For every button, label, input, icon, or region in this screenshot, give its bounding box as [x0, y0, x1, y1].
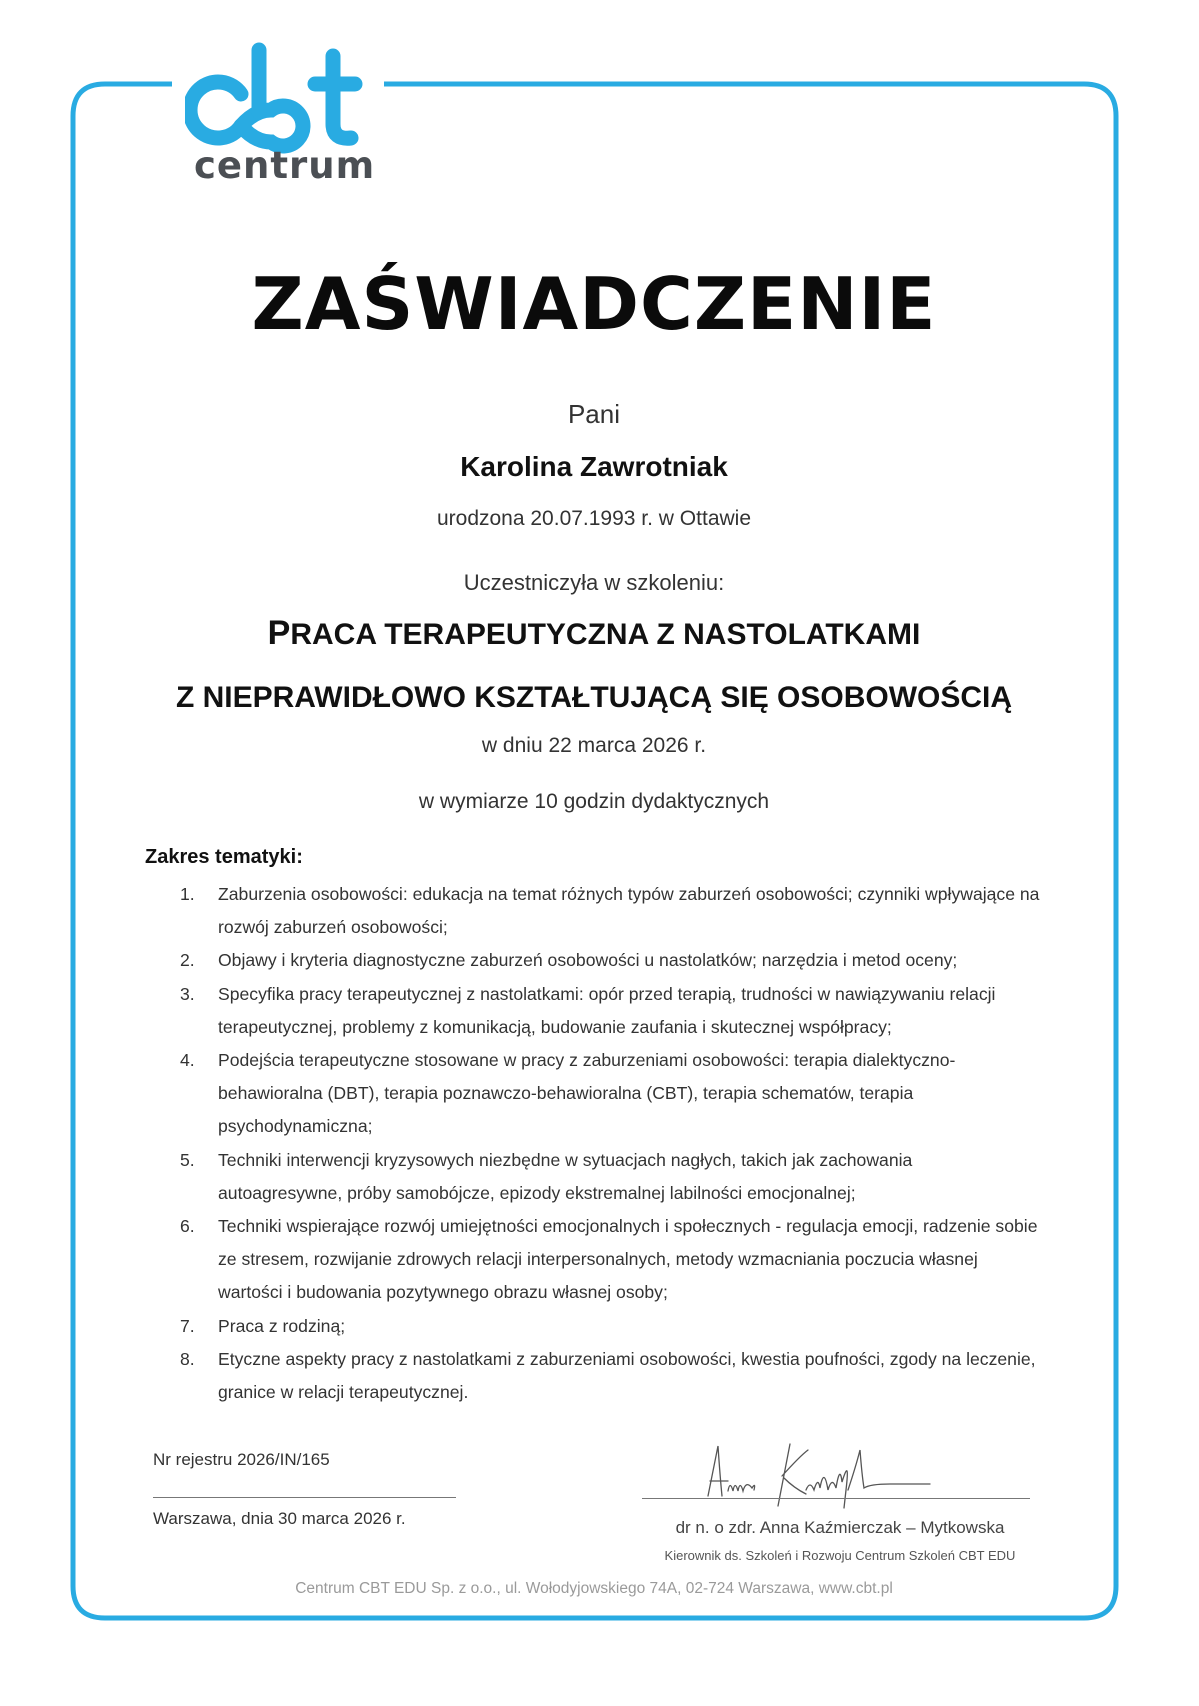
handwritten-signature	[700, 1436, 950, 1512]
topic-text: Etyczne aspekty pracy z nastolatkami z zaburzeniami osobowości, kwestia poufności, zgody na leczenie, granice w relacji terapeutycznej.	[218, 1348, 1036, 1403]
topic-text: Podejścia terapeutyczne stosowane w pracy z zaburzeniami osobowości: terapia dialektyczno-behawioralna (DBT), terapia poznawczo-behawioralna (CBT), terapia schematów, terapia psychodynamiczna;	[218, 1050, 956, 1137]
topic-item	[180, 1210, 1040, 1310]
topic-number: 5.	[180, 1149, 195, 1170]
topic-number: 6.	[180, 1216, 195, 1237]
topic-item	[180, 1044, 1040, 1144]
topic-number: 7.	[180, 1315, 195, 1336]
document-title: ZAŚWIADCZENIE	[251, 262, 937, 346]
topic-text: Techniki wspierające rozwój umiejętności emocjonalnych i społecznych - regulacja emocji, radzenie sobie ze stresem, rozwijanie zdrowych relacji interpersonalnych, metody wzmacniania poczucia własnej wartości i budowania pozytywnego obrazu własnej osoby;	[218, 1216, 1038, 1303]
course-title-line1-rest: RACA TERAPEUTYCZNA Z NASTOLATKAMI	[290, 618, 921, 651]
company-address: Centrum CBT EDU Sp. z o.o., ul. Wołodyjowskiego 74A, 02-724 Warszawa, www.cbt.pl	[295, 1580, 893, 1597]
course-hours: w wymiarze 10 godzin dydaktycznych	[418, 790, 770, 813]
topics-list	[180, 878, 1040, 1409]
topic-number: 2.	[180, 950, 195, 971]
topic-number: 3.	[180, 983, 195, 1004]
salutation: Pani	[567, 399, 621, 429]
registry-number: Nr rejestru 2026/IN/165	[153, 1450, 330, 1469]
course-date: w dniu 22 marca 2026 r.	[481, 734, 707, 757]
signer-role: Kierownik ds. Szkoleń i Rozwoju Centrum Szkoleń CBT EDU	[664, 1548, 1016, 1563]
participation-label: Uczestniczyła w szkoleniu:	[463, 570, 725, 595]
birth-info: urodzona 20.07.1993 r. w Ottawie	[436, 507, 752, 530]
signer-name: dr n. o zdr. Anna Kaźmierczak – Mytkowska	[675, 1518, 1005, 1537]
signature-line	[642, 1498, 1030, 1499]
topic-number: 1.	[180, 884, 195, 904]
topic-text: Techniki interwencji kryzysowych niezbędne w sytuacjach nagłych, takich jak zachowania autoagresywne, próby samobójcze, epizody ekstremalnej labilności emocjonalnej;	[218, 1149, 913, 1203]
topic-item	[180, 1310, 1040, 1343]
place-date-line	[153, 1497, 456, 1498]
course-title-line2: Z NIEPRAWIDŁOWO KSZTAŁTUJĄCĄ SIĘ OSOBOWOŚCIĄ	[175, 681, 1013, 714]
recipient-name: Karolina Zawrotniak	[460, 451, 728, 482]
topic-text: Specyfika pracy terapeutycznej z nastolatkami: opór przed terapią, trudności w nawiązywaniu relacji terapeutycznej, problemy z komunikacją, budowanie zaufania i skutecznej współpracy;	[218, 983, 996, 1037]
topic-item	[180, 978, 1040, 1044]
topic-text: Praca z rodziną;	[218, 1315, 346, 1336]
topic-item	[180, 878, 1040, 944]
topic-item	[180, 1144, 1040, 1210]
topic-item	[180, 1343, 1040, 1409]
course-title-line1	[72, 614, 1116, 653]
topic-text: Zaburzenia osobowości: edukacja na temat różnych typów zaburzeń osobowości; czynniki wpływające na rozwój zaburzeń osobowości;	[218, 884, 1040, 938]
logo-subtitle: centrum	[194, 144, 376, 187]
topic-item	[180, 944, 1040, 977]
topic-number: 8.	[180, 1348, 195, 1369]
topic-number: 4.	[180, 1050, 195, 1071]
scope-heading: Zakres tematyki:	[145, 846, 303, 868]
topic-text: Objawy i kryteria diagnostyczne zaburzeń osobowości u nastolatków; narzędzia i metod oceny;	[218, 950, 958, 971]
place-date: Warszawa, dnia 30 marca 2026 r.	[153, 1509, 406, 1528]
course-title-initial: P	[267, 614, 291, 652]
